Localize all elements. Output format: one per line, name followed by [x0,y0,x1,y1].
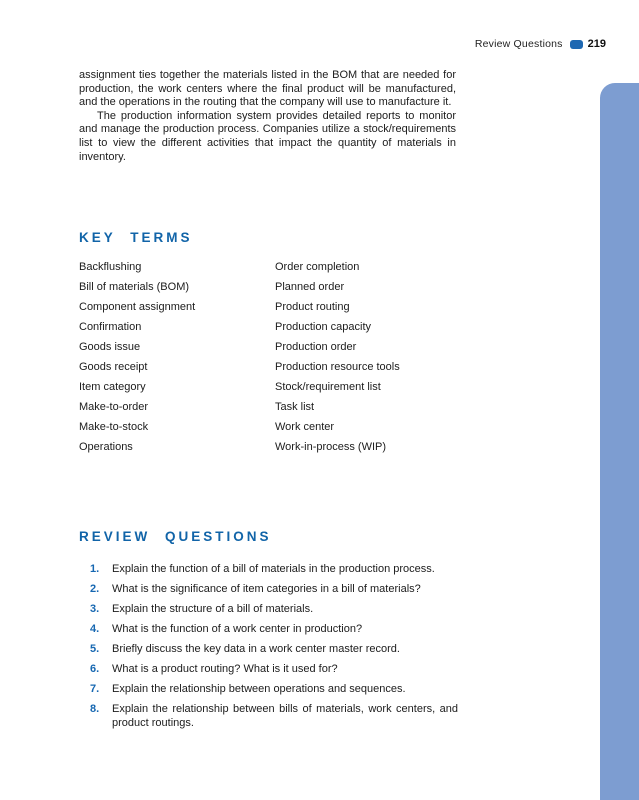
key-term: Goods receipt [79,361,148,373]
review-questions-heading: REVIEW QUESTIONS [79,529,272,544]
key-term: Component assignment [79,301,196,313]
question-number: 3. [90,603,100,615]
question-item [90,602,458,616]
key-term: Order completion [275,261,360,273]
key-term: Production capacity [275,321,371,333]
key-term: Production order [275,341,357,353]
key-terms-list [79,261,499,461]
running-head [475,38,606,50]
question-item [90,682,458,696]
key-term-row [79,281,499,301]
key-term-row [79,261,499,281]
key-term: Work-in-process (WIP) [275,441,387,453]
question-item [90,562,458,576]
question-number: 1. [90,563,100,575]
key-term-row [79,341,499,361]
key-term: Backflushing [79,261,142,273]
key-term: Stock/requirement list [275,381,381,393]
key-term: Item category [79,381,146,393]
question-text: What is the function of a work center in production? [112,623,363,635]
key-term: Goods issue [79,341,141,353]
key-term-row [79,321,499,341]
intro-paragraph-1: assignment ties together the materials listed in the BOM that are needed for production, the work centers where the final product will be manufactured, and the operations in the routing that the company will use to manufacture it. [79,69,456,109]
question-text: What is a product routing? What is it used for? [112,663,338,675]
question-text: What is the significance of item categories in a bill of materials? [112,583,421,595]
question-item [90,702,458,730]
key-term-row [79,441,499,461]
question-text: Explain the structure of a bill of materials. [112,603,314,615]
question-number: 4. [90,623,100,635]
key-terms-heading: KEY TERMS [79,230,193,245]
key-term: Product routing [275,301,350,313]
question-number: 2. [90,583,100,595]
intro-paragraph-2: The production information system provides detailed reports to monitor and manage the production process. Companies utilize a stock/requirements list to view the different activities that impact the quantity of materials in inventory. [79,109,456,163]
chapter-edge-tab [600,83,639,800]
question-text: Explain the relationship between bills of materials, work centers, and product routings. [112,703,458,729]
question-number: 5. [90,643,100,655]
key-term: Planned order [275,281,345,293]
key-term-row [79,301,499,321]
key-term: Make-to-stock [79,421,149,433]
question-text: Explain the function of a bill of materials in the production process. [112,563,435,575]
key-term: Bill of materials (BOM) [79,281,190,293]
key-term: Confirmation [79,321,142,333]
intro-paragraphs [79,69,456,164]
section-marker-icon [570,40,583,49]
question-number: 7. [90,683,100,695]
review-questions-list [90,562,458,736]
running-head-section: Review Questions [474,38,563,50]
key-term-row [79,381,499,401]
question-number: 8. [90,703,100,715]
key-term-row [79,421,499,441]
question-number: 6. [90,663,100,675]
key-term: Make-to-order [79,401,149,413]
question-item [90,642,458,656]
question-item [90,622,458,636]
question-text: Briefly discuss the key data in a work center master record. [112,643,400,655]
question-item [90,662,458,676]
question-item [90,582,458,596]
key-term: Production resource tools [275,361,400,373]
key-term: Operations [79,441,133,453]
key-term: Work center [275,421,335,433]
key-term-row [79,401,499,421]
question-text: Explain the relationship between operations and sequences. [112,683,406,695]
key-term-row [79,361,499,381]
key-term: Task list [275,401,315,413]
page-number: 219 [587,38,606,50]
